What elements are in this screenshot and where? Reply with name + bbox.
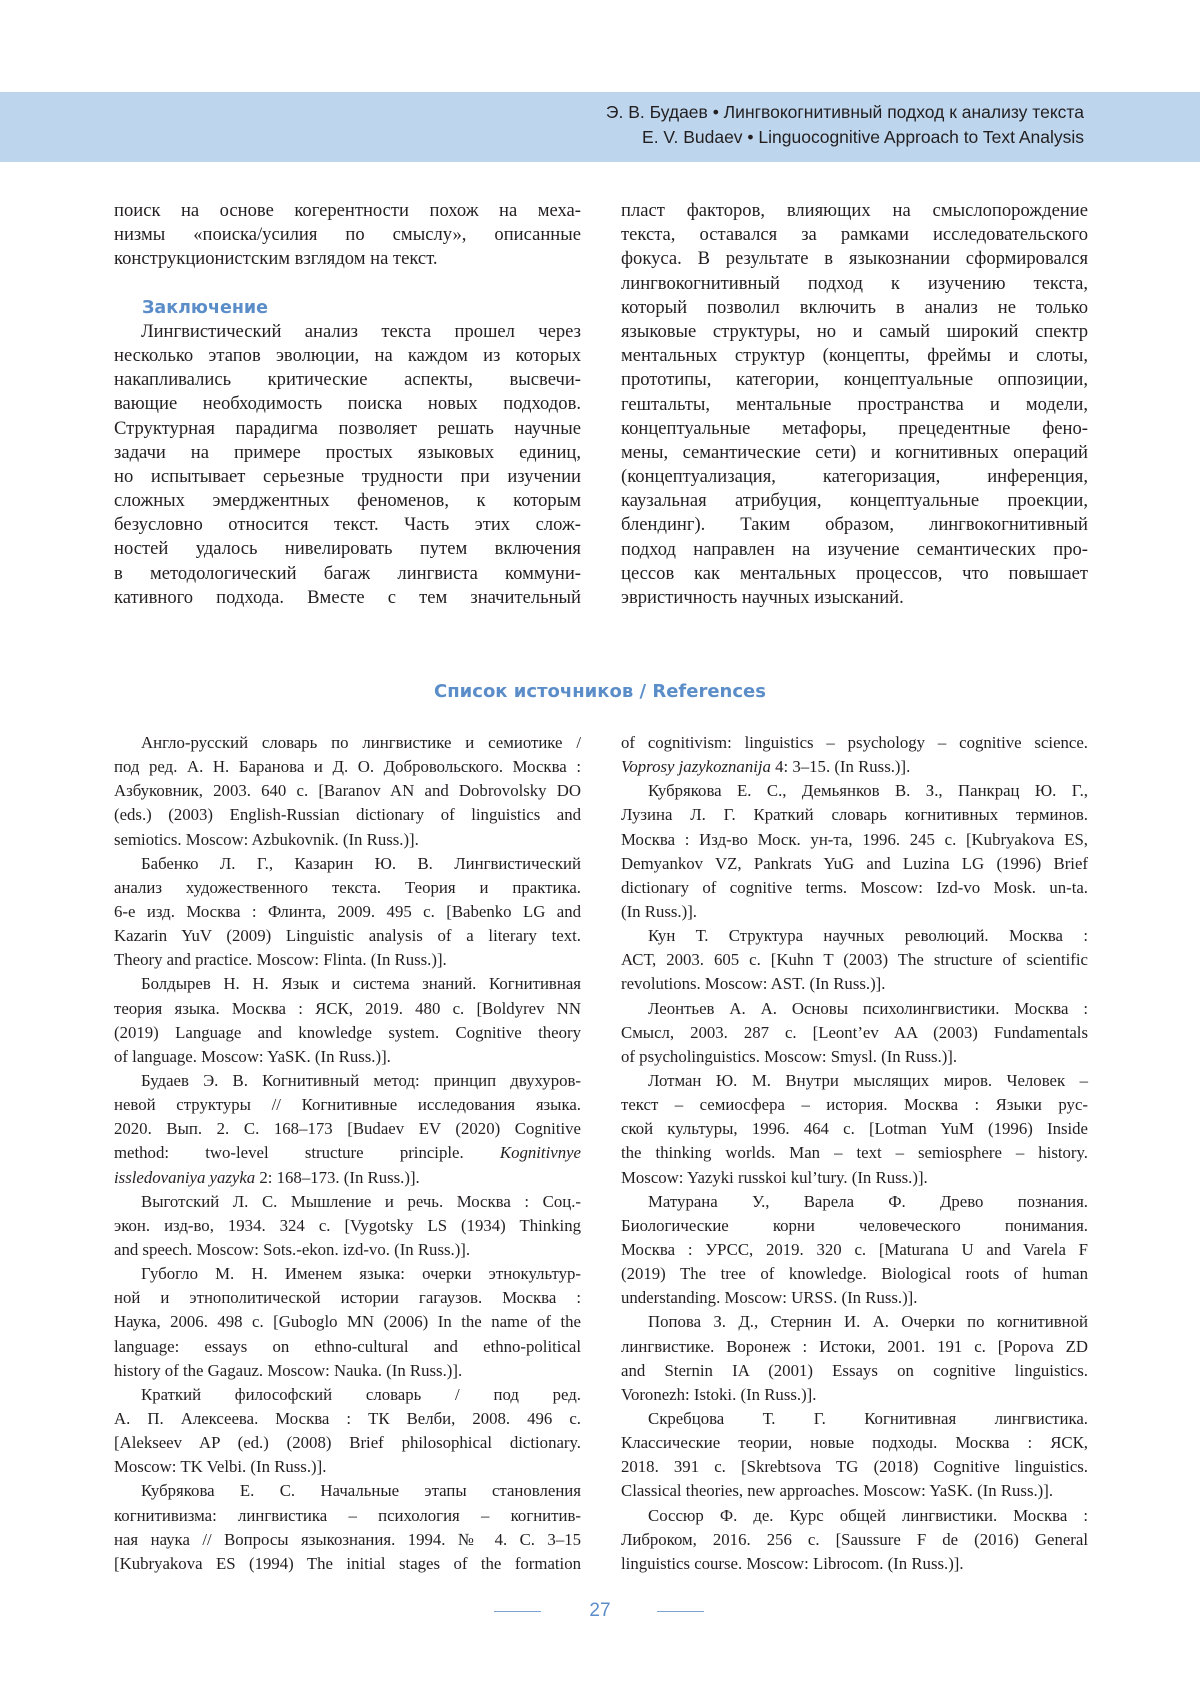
- text-line: мены, семантические сети) и когнитивных операций: [621, 441, 1088, 465]
- text-line: но испытывает серьезные трудности при изучении: [114, 465, 581, 489]
- text-line: концептуальные метафоры, прецедентные фено-: [621, 417, 1088, 441]
- text-line: Будаев Э. В. Когнитивный метод: принцип двухуров-: [114, 1069, 581, 1093]
- paragraph: [114, 320, 581, 610]
- text-line: кативного подхода. Вместе с тем значительный: [114, 586, 581, 610]
- text-line: Moscow: TK Velbi. (In Russ.)].: [114, 1455, 581, 1479]
- text-line: language: essays on ethno-cultural and ethno-political: [114, 1335, 581, 1359]
- text-line: (2019) Language and knowledge system. Cognitive theory: [114, 1021, 581, 1045]
- running-header-en: E. V. Budaev • Linguocognitive Approach to Text Analysis: [606, 125, 1084, 150]
- text-line: (In Russ.)].: [621, 900, 1088, 924]
- references-heading: Список источников / References: [0, 681, 1200, 702]
- text-line: экон. изд-во, 1934. 324 с. [Vygotsky LS (1934) Thinking: [114, 1214, 581, 1238]
- text-line: Кубрякова Е. С. Начальные этапы становления: [114, 1479, 581, 1503]
- text-line: задачи на примере простых языковых единиц,: [114, 441, 581, 465]
- text-line: низмы «поиска/усилия по смыслу», описанные: [114, 223, 581, 247]
- text-line: Demyankov VZ, Pankrats YuG and Luzina LG (1996) Brief: [621, 852, 1088, 876]
- text-line: сложных эмерджентных феноменов, к которым: [114, 489, 581, 513]
- text-line: прототипы, категории, концептуальные оппозиции,: [621, 368, 1088, 392]
- text-line: Краткий философский словарь / под ред.: [114, 1383, 581, 1407]
- text-line: конструкционистским взглядом на текст.: [114, 247, 581, 271]
- text-line: эвристичность научных изысканий.: [621, 586, 1088, 610]
- text-line: revolutions. Moscow: AST. (In Russ.)].: [621, 972, 1088, 996]
- text-line: Kazarin YuV (2009) Linguistic analysis of a literary text.: [114, 924, 581, 948]
- text-line: Соссюр Ф. де. Курс общей лингвистики. Москва :: [621, 1504, 1088, 1528]
- text-line: linguistics course. Moscow: Librocom. (In Russ.)].: [621, 1552, 1088, 1576]
- reference-entry: [114, 731, 581, 852]
- text-line: Скребцова Т. Г. Когнитивная лингвистика.: [621, 1407, 1088, 1431]
- text-line: блендинг). Таким образом, лингвокогнитивный: [621, 513, 1088, 537]
- reference-entry: [114, 852, 581, 973]
- references-column-left: [114, 731, 581, 1576]
- text-line: Леонтьев А. А. Основы психолингвистики. Москва :: [621, 997, 1088, 1021]
- text-line: ментальных структур (концепты, фреймы и слоты,: [621, 344, 1088, 368]
- text-line: (2019) The tree of knowledge. Biological roots of human: [621, 1262, 1088, 1286]
- reference-entry: [621, 1407, 1088, 1504]
- reference-entry: [114, 1383, 581, 1480]
- text-line: в методологический багаж лингвиста коммуни-: [114, 562, 581, 586]
- text-line: understanding. Moscow: URSS. (In Russ.)].: [621, 1286, 1088, 1310]
- text-line: подход направлен на изучение семантических про-: [621, 538, 1088, 562]
- running-header: [606, 100, 1084, 149]
- text-line: dictionary of cognitive terms. Moscow: Izd-vo Mosk. un-ta.: [621, 876, 1088, 900]
- text-line: Азбуковник, 2003. 640 с. [Baranov AN and Dobrovolsky DO: [114, 779, 581, 803]
- text-line: невой структуры // Когнитивные исследования языка.: [114, 1093, 581, 1117]
- reference-entry: [114, 1262, 581, 1383]
- text-line: А. П. Алексеева. Москва : ТК Велби, 2008. 496 с.: [114, 1407, 581, 1431]
- text-segment: 4: 3–15. (In Russ.)].: [771, 757, 910, 776]
- reference-entry: [621, 779, 1088, 924]
- text-line: Биологические корни человеческого понимания.: [621, 1214, 1088, 1238]
- text-segment: method: two-level structure principle.: [114, 1143, 500, 1162]
- references-column-right: [621, 731, 1088, 1576]
- text-line: гештальты, ментальные пространства и модели,: [621, 393, 1088, 417]
- text-line: of psycholinguistics. Moscow: Smysl. (In Russ.)].: [621, 1045, 1088, 1069]
- text-line: Выготский Л. С. Мышление и речь. Москва : Соц.-: [114, 1190, 581, 1214]
- text-line: Theory and practice. Moscow: Flinta. (In Russ.)].: [114, 948, 581, 972]
- italic-title: Kognitivnye: [500, 1143, 581, 1162]
- text-line: текста, оставался за рамками исследовательского: [621, 223, 1088, 247]
- text-line: [114, 1141, 581, 1165]
- text-line: Лузина Л. Г. Краткий словарь когнитивных терминов.: [621, 803, 1088, 827]
- text-line: semiotics. Moscow: Azbukovnik. (In Russ.)].: [114, 828, 581, 852]
- text-line: накапливались критические аспекты, высвечи-: [114, 368, 581, 392]
- text-line: Либроком, 2016. 256 с. [Saussure F de (2016) General: [621, 1528, 1088, 1552]
- page-number-rule-right: [657, 1611, 704, 1612]
- text-line: the thinking worlds. Man – text – semiosphere – history.: [621, 1141, 1088, 1165]
- text-line: Москва : Изд-во Моск. ун-та, 1996. 245 с. [Kubryakova ES,: [621, 828, 1088, 852]
- text-line: Voronezh: Istoki. (In Russ.)].: [621, 1383, 1088, 1407]
- text-line: 2018. 391 с. [Skrebtsova TG (2018) Cognitive linguistics.: [621, 1455, 1088, 1479]
- text-line: Смысл, 2003. 287 с. [Leont’ev AA (2003) Fundamentals: [621, 1021, 1088, 1045]
- text-line: Наука, 2006. 498 с. [Guboglo MN (2006) In the name of the: [114, 1310, 581, 1334]
- text-line: and Sternin IA (2001) Essays on cognitive linguistics.: [621, 1359, 1088, 1383]
- text-line: Структурная парадигма позволяет решать научные: [114, 417, 581, 441]
- reference-entry: [114, 972, 581, 1069]
- reference-entry: [621, 1069, 1088, 1190]
- text-line: 6-е изд. Москва : Флинта, 2009. 495 с. [Babenko LG and: [114, 900, 581, 924]
- text-line: Болдырев Н. Н. Язык и система знаний. Когнитивная: [114, 972, 581, 996]
- text-line: языковые структуры, но и самый широкий спектр: [621, 320, 1088, 344]
- text-line: Матурана У., Варела Ф. Древо познания.: [621, 1190, 1088, 1214]
- reference-entry: [621, 1190, 1088, 1311]
- text-line: ная наука // Вопросы языкознания. 1994. № 4. С. 3–15: [114, 1528, 581, 1552]
- text-line: Classical theories, new approaches. Moscow: YaSK. (In Russ.)].: [621, 1479, 1088, 1503]
- paragraph: [621, 199, 1088, 610]
- text-line: несколько этапов эволюции, на каждом из которых: [114, 344, 581, 368]
- text-line: который позволил включить в анализ не только: [621, 296, 1088, 320]
- text-line: (концептуализация, категоризация, инференция,: [621, 465, 1088, 489]
- reference-entry: [621, 731, 1088, 779]
- text-line: Классические теории, новые подходы. Москва : ЯСК,: [621, 1431, 1088, 1455]
- body-column-left: [114, 199, 581, 610]
- text-line: теория языка. Москва : ЯСК, 2019. 480 с. [Boldyrev NN: [114, 997, 581, 1021]
- text-line: Moscow: Yazyki russkoi kul’tury. (In Russ.)].: [621, 1166, 1088, 1190]
- italic-title: Voprosy jazykoznanija: [621, 757, 771, 776]
- text-line: каузальная атрибуция, концептуальные проекции,: [621, 489, 1088, 513]
- text-line: вающие необходимость поиска новых подходов.: [114, 392, 581, 416]
- text-line: лингвокогнитивный подход к изучению текста,: [621, 272, 1088, 296]
- text-line: ной и этнополитической истории гагаузов. Москва :: [114, 1286, 581, 1310]
- text-line: текст – семиосфера – история. Москва : Языки рус-: [621, 1093, 1088, 1117]
- paragraph: [114, 199, 581, 272]
- reference-entry: [114, 1190, 581, 1262]
- text-line: под ред. А. Н. Баранова и Д. О. Добровольского. Москва :: [114, 755, 581, 779]
- text-line: Попова З. Д., Стернин И. А. Очерки по когнитивной: [621, 1310, 1088, 1334]
- text-line: [Alekseev AP (ed.) (2008) Brief philosophical dictionary.: [114, 1431, 581, 1455]
- reference-entry: [621, 997, 1088, 1069]
- page-number: 27: [0, 1600, 1200, 1622]
- reference-entry: [621, 924, 1088, 996]
- text-line: лингвистике. Воронеж : Истоки, 2001. 191 с. [Popova ZD: [621, 1335, 1088, 1359]
- text-line: анализ художественного текста. Теория и практика.: [114, 876, 581, 900]
- text-line: history of the Gagauz. Moscow: Nauka. (In Russ.)].: [114, 1359, 581, 1383]
- text-line: Москва : УРСС, 2019. 320 с. [Maturana U and Varela F: [621, 1238, 1088, 1262]
- text-line: Лотман Ю. М. Внутри мыслящих миров. Человек –: [621, 1069, 1088, 1093]
- text-line: 2020. Вып. 2. С. 168–173 [Budaev EV (2020) Cognitive: [114, 1117, 581, 1141]
- text-line: цессов как ментальных процессов, что повышает: [621, 562, 1088, 586]
- text-line: and speech. Moscow: Sots.-ekon. izd-vo. (In Russ.)].: [114, 1238, 581, 1262]
- reference-entry: [621, 1504, 1088, 1576]
- text-line: ской культуры, 1996. 464 с. [Lotman YuM (1996) Inside: [621, 1117, 1088, 1141]
- section-heading: Заключение: [114, 296, 581, 320]
- italic-title: issledovaniya yazyka: [114, 1168, 255, 1187]
- text-line: [621, 755, 1088, 779]
- text-line: (eds.) (2003) English-Russian dictionary of linguistics and: [114, 803, 581, 827]
- text-line: ностей удалось нивелировать путем включения: [114, 537, 581, 561]
- text-line: безусловно относится текст. Часть этих слож-: [114, 513, 581, 537]
- text-line: поиск на основе когерентности похож на меха-: [114, 199, 581, 223]
- reference-entry: [114, 1069, 581, 1190]
- text-line: Англо-русский словарь по лингвистике и семиотике /: [114, 731, 581, 755]
- text-line: когнитивизма: лингвистика – психология – когнитив-: [114, 1504, 581, 1528]
- reference-entry: [621, 1310, 1088, 1407]
- text-line: Бабенко Л. Г., Казарин Ю. В. Лингвистический: [114, 852, 581, 876]
- text-line: of cognitivism: linguistics – psychology – cognitive science.: [621, 731, 1088, 755]
- text-line: [Kubryakova ES (1994) The initial stages of the formation: [114, 1552, 581, 1576]
- text-line: АСТ, 2003. 605 с. [Kuhn T (2003) The structure of scientific: [621, 948, 1088, 972]
- text-line: Кубрякова Е. С., Демьянков В. З., Панкрац Ю. Г.,: [621, 779, 1088, 803]
- text-line: Лингвистический анализ текста прошел через: [114, 320, 581, 344]
- text-line: Кун Т. Структура научных революций. Москва :: [621, 924, 1088, 948]
- body-column-right: [621, 199, 1088, 610]
- text-line: of language. Moscow: YaSK. (In Russ.)].: [114, 1045, 581, 1069]
- running-header-ru: Э. В. Будаев • Лингвокогнитивный подход к анализу текста: [606, 100, 1084, 125]
- text-line: пласт факторов, влияющих на смыслопорождение: [621, 199, 1088, 223]
- text-segment: 2: 168–173. (In Russ.)].: [255, 1168, 420, 1187]
- text-line: фокуса. В результате в языкознании сформировался: [621, 247, 1088, 271]
- text-line: [114, 1166, 581, 1190]
- reference-entry: [114, 1479, 581, 1576]
- text-line: Губогло М. Н. Именем языка: очерки этнокультур-: [114, 1262, 581, 1286]
